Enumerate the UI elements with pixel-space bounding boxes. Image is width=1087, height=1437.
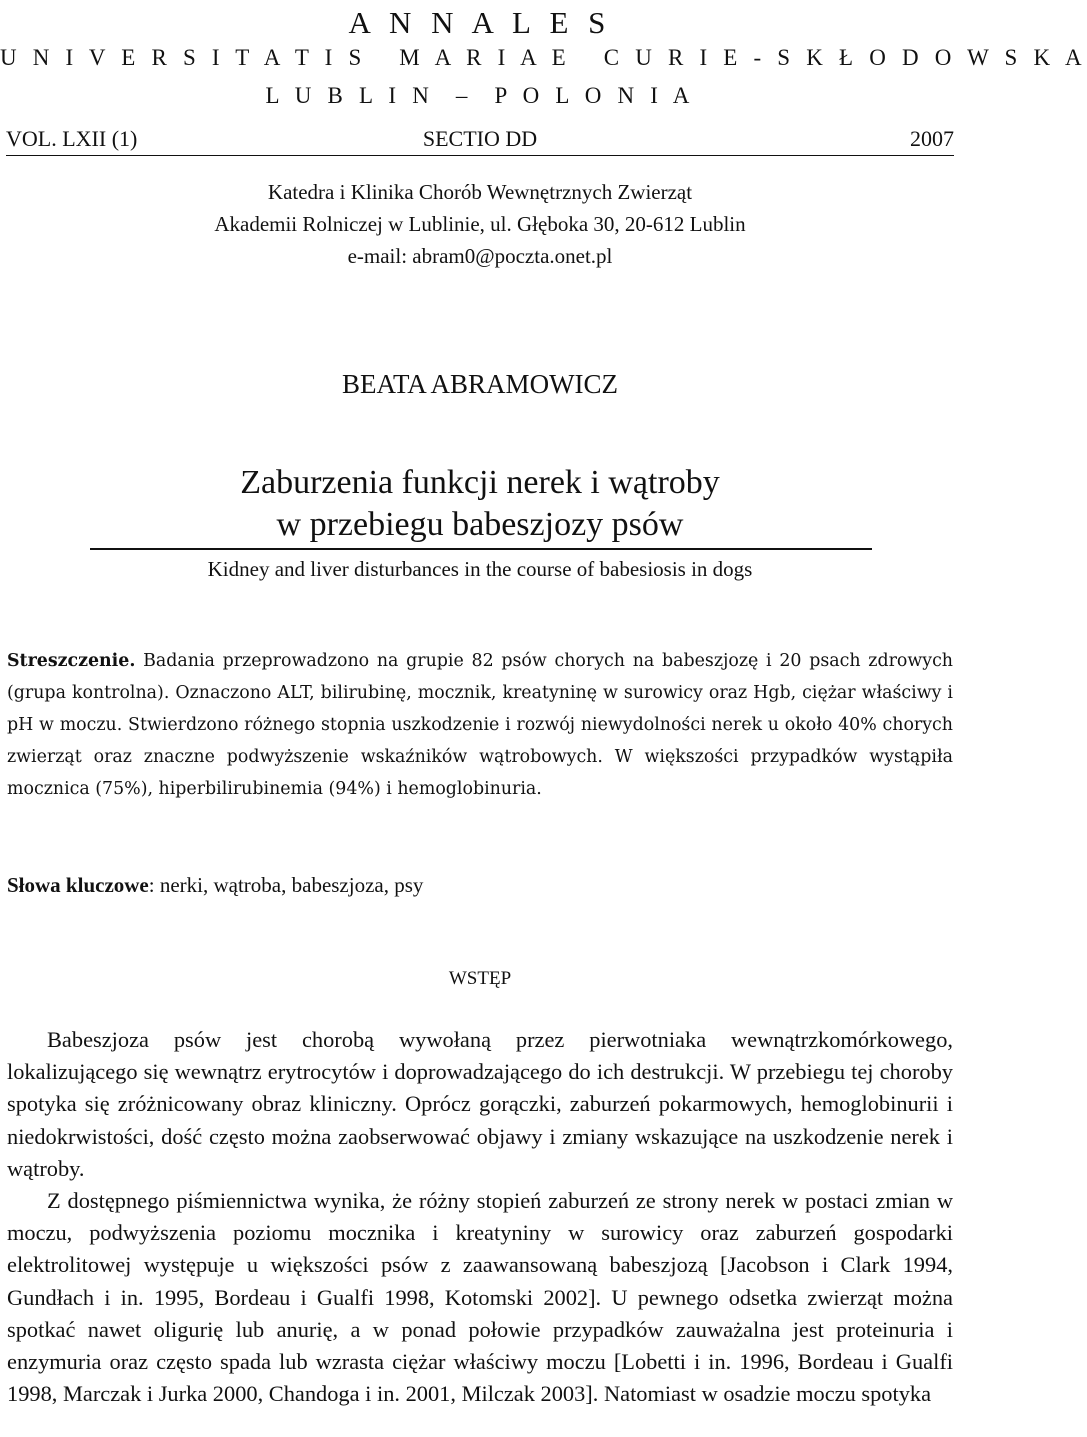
article-title-line1: Zaburzenia funkcji nerek i wątroby: [240, 464, 720, 501]
keywords: [7, 869, 953, 901]
body-paragraph: Z dostępnego piśmiennictwa wynika, że różny stopień zaburzeń ze strony nerek w postaci zmian w moczu, podwyższenia poziomu mocznika i kreatyniny w surowicy oraz zaburzeń gospodarki elektrolitowej występuje u większości psów z zaawansowaną babeszjozą [Jacobson i Clark 1994, Gundłach i in. 1995, Bordeau i Gualfi 1998, Kotomski 2002]. U pewnego odsetka zwierząt można spotkać nawet oligurię lub anurię, a w ponad połowie przypadków zauważalna jest proteinuria i enzymuria oraz często spada lub wzrasta ciężar właściwy moczu [Lobetti i in. 1996, Bordeau i Gualfi 1998, Marczak i Jurka 2000, Chandoga i in. 2001, Milczak 2003]. Natomiast w osadzie moczu spotyka: [7, 1188, 953, 1407]
abstract-text: Badania przeprowadzono na grupie 82 psów chorych na babeszjozę i 20 psach zdrowych (grupa kontrolna). Oznaczono ALT, bilirubinę, mocznik, kreatyninę w surowicy oraz Hgb, ciężar właściwy i pH w moczu. Stwierdzono różnego stopnia uszkodzenie i rozwój niewydolności nerek u około 40% chorych zwierząt oraz znaczne podwyższenie wskaźników wątrobowych. W większości przypadków wystąpiła mocznica (75%), hiperbilirubinemia (94%) i hemoglobinuria.: [7, 651, 954, 799]
affiliation-address: Akademii Rolniczej w Lublinie, ul. Głęboka 30, 20-612 Lublin: [214, 212, 746, 236]
affiliation: [0, 176, 960, 272]
abstract: [7, 645, 953, 805]
volume-row: [6, 124, 954, 154]
abstract-label: Streszczenie.: [7, 651, 136, 671]
masthead-rule: [6, 155, 954, 156]
article-title-line2: w przebiegu babeszjozy psów: [276, 506, 684, 543]
article-title: [0, 462, 960, 546]
affiliation-email: e-mail: abram0@poczta.onet.pl: [347, 244, 613, 268]
body-text: [7, 1024, 953, 1410]
publication-year: 2007: [910, 126, 954, 151]
section-heading: WSTĘP: [448, 968, 512, 989]
article-title-english: Kidney and liver disturbances in the course of babesiosis in dogs: [207, 557, 753, 581]
journal-section: SECTIO DD: [422, 126, 538, 151]
body-paragraph: Babeszjoza psów jest chorobą wywołaną przez pierwotniaka wewnątrzkomórkowego, lokalizującego się wewnątrz erytrocytów i doprowadzającego do ich destrukcji. W przebiegu tej choroby spotyka się zróżnicowany obraz kliniczny. Oprócz gorączki, zaburzeń pokarmowych, hemoglobinurii i niedokrwistości, dość często można zaobserwować objawy i zmiany wskazujące na uszkodzenie nerek i wątroby.: [7, 1027, 953, 1181]
university-name: U N I V E R S I T A T I S M A R I A E C U R I E - S K Ł O D O W S K A: [0, 45, 1087, 70]
keywords-label: Słowa kluczowe: [7, 873, 149, 897]
keywords-text: : nerki, wątroba, babeszjoza, psy: [148, 873, 424, 897]
affiliation-department: Katedra i Klinika Chorób Wewnętrznych Zwierząt: [267, 180, 693, 204]
title-rule: [90, 548, 872, 550]
author-name: BEATA ABRAMOWICZ: [341, 369, 619, 399]
journal-title: A N N A L E S: [348, 5, 612, 40]
volume-number: VOL. LXII (1): [6, 126, 138, 151]
journal-place: L U B L I N – P O L O N I A: [265, 83, 695, 108]
